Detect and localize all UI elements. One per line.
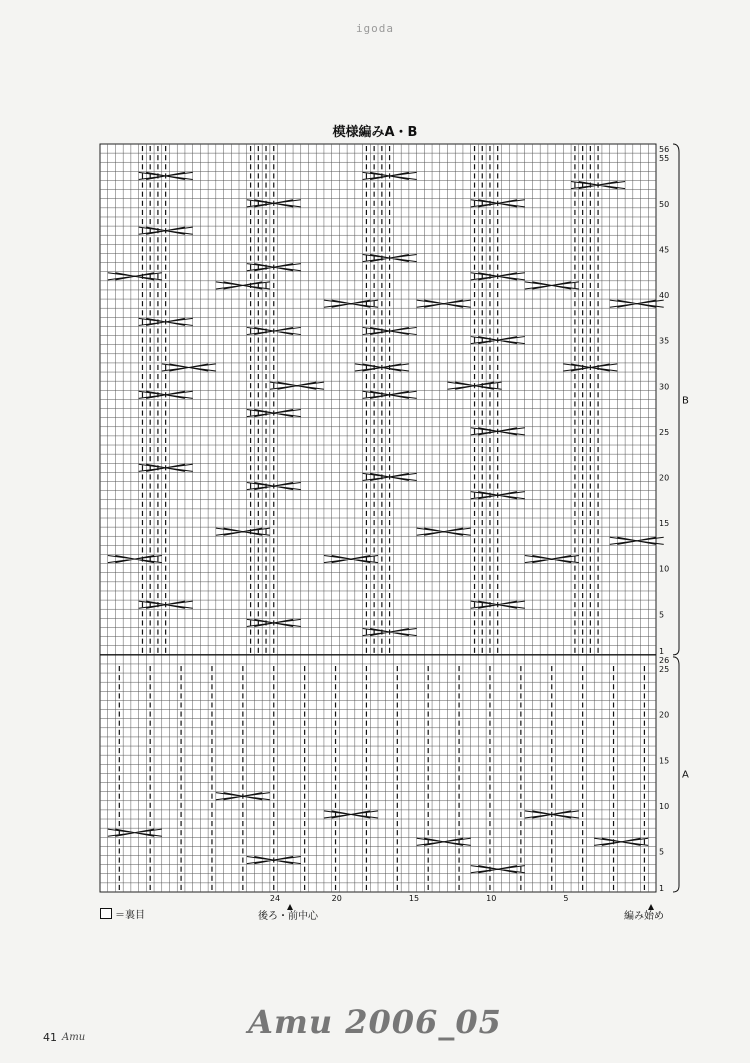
row-number-b: 5 (659, 610, 665, 620)
row-number-a: 25 (659, 665, 670, 675)
column-number: 20 (331, 894, 342, 903)
legend-text: ＝裏目 (115, 910, 145, 921)
section-b-label: B (682, 395, 689, 407)
watermark: Amu 2006_05 (248, 1003, 502, 1041)
row-number-b: 56 (659, 145, 670, 155)
row-number-a: 20 (659, 710, 670, 720)
row-number-a: 5 (659, 847, 665, 857)
row-number-b: 35 (659, 336, 670, 346)
row-number-b: 15 (659, 519, 670, 529)
page-number: 41 (43, 1031, 57, 1044)
row-number-b: 55 (659, 154, 670, 164)
legend (100, 906, 145, 921)
row-number-a: 15 (659, 756, 670, 766)
row-number-b: 25 (659, 427, 670, 437)
row-number-b: 10 (659, 564, 670, 574)
row-number-b: 45 (659, 245, 670, 255)
row-number-b: 30 (659, 382, 670, 392)
magazine-name: Amu (62, 1032, 86, 1043)
column-number: 5 (563, 894, 569, 903)
column-number: 10 (486, 894, 497, 903)
row-number-a: 1 (659, 884, 665, 893)
column-number: 15 (408, 894, 420, 903)
row-number-b: 1 (659, 646, 665, 656)
bracket-a (673, 657, 679, 892)
center-marker-label: 後ろ・前中心 (258, 911, 318, 922)
section-a-label: A (682, 769, 689, 781)
row-number-b: 50 (659, 199, 670, 209)
row-number-a: 10 (659, 801, 670, 811)
bracket-b (673, 144, 679, 655)
chart-title: 模様編みA・B (332, 125, 418, 140)
row-number-b: 40 (659, 291, 670, 301)
row-number-b: 20 (659, 473, 670, 483)
purl-symbol-icon (100, 908, 112, 919)
column-number: 24 (269, 894, 281, 903)
header-brand: igoda (355, 22, 395, 35)
start-marker-label: 編み始め (624, 911, 664, 922)
row-number-a: 26 (659, 655, 670, 665)
